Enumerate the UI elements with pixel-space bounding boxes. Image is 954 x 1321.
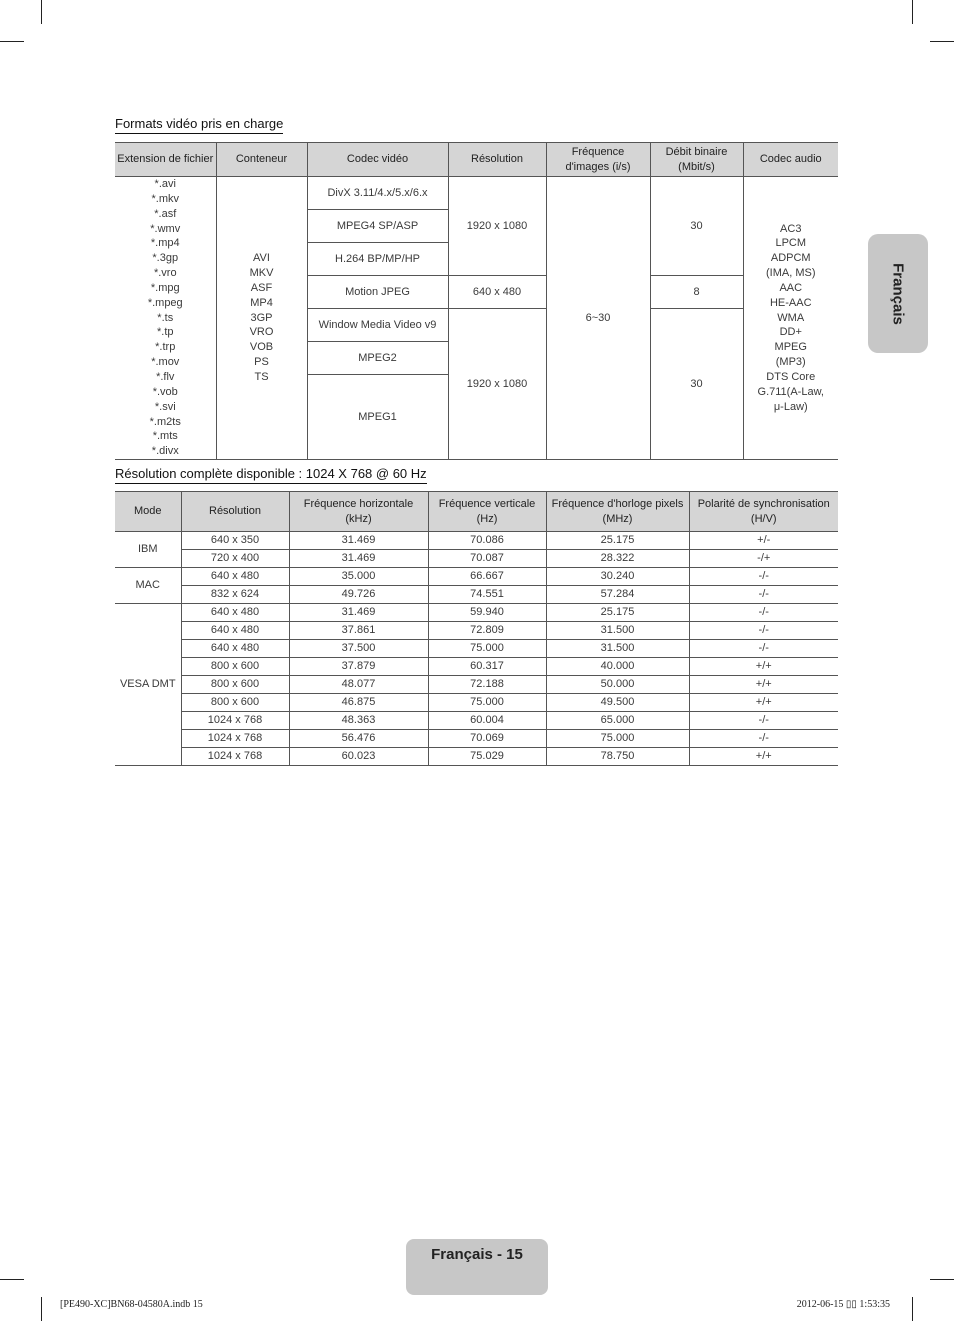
- page-number: Français - 15: [431, 1246, 523, 1263]
- list-item: *.mp4: [150, 237, 180, 250]
- value-cell: 40.000: [546, 658, 689, 676]
- value-cell: 75.000: [546, 730, 689, 748]
- list-item: AC3: [780, 222, 802, 235]
- list-item: *.divx: [151, 445, 179, 458]
- value-cell: 800 x 600: [181, 694, 289, 712]
- value-cell: 50.000: [546, 676, 689, 694]
- value-cell: 66.667: [428, 568, 546, 586]
- value-cell: 48.363: [289, 712, 428, 730]
- table-row: [115, 640, 838, 658]
- value-cell: 640 x 480: [181, 640, 289, 658]
- resolution-cell: 1920 x 1080: [448, 309, 546, 460]
- list-item: ADPCM: [770, 252, 811, 265]
- list-item: *.wmv: [150, 222, 181, 235]
- value-cell: 28.322: [546, 550, 689, 568]
- table-row: [115, 658, 838, 676]
- value-cell: +/+: [689, 694, 838, 712]
- value-cell: +/-: [689, 532, 838, 550]
- value-cell: +/+: [689, 676, 838, 694]
- list-item: (IMA, MS): [766, 267, 816, 280]
- value-cell: -/-: [689, 730, 838, 748]
- footer-file: [PE490-XC]BN68-04580A.indb 15: [60, 1299, 203, 1310]
- page-number-badge: [406, 1239, 548, 1295]
- table-row: [115, 676, 838, 694]
- list-item: AVI: [253, 252, 270, 265]
- list-item: TS: [254, 370, 269, 383]
- value-cell: 31.500: [546, 640, 689, 658]
- list-item: HE-AAC: [769, 296, 812, 309]
- list-item: LPCM: [775, 237, 807, 250]
- list-item: *.flv: [156, 370, 175, 383]
- codec-cell: MPEG1: [307, 375, 448, 460]
- table-row: [115, 730, 838, 748]
- value-cell: 31.469: [289, 550, 428, 568]
- value-cell: 25.175: [546, 604, 689, 622]
- header-cell: Fréquence verticale (Hz): [428, 492, 546, 532]
- value-cell: -/-: [689, 712, 838, 730]
- list-item: AAC: [779, 281, 803, 294]
- resolution-title: Résolution complète disponible : 1024 X 768 @ 60 Hz: [115, 466, 427, 484]
- header-cell: Débit binaire (Mbit/s): [650, 143, 743, 177]
- crop-mark: [912, 0, 913, 24]
- extensions-cell: [115, 177, 216, 460]
- containers-cell: [216, 177, 307, 460]
- list-item: *.trp: [155, 341, 176, 354]
- list-item: *.mpg: [150, 281, 180, 294]
- value-cell: -/-: [689, 604, 838, 622]
- bitrate-cell: 30: [650, 309, 743, 460]
- list-item: *.3gp: [152, 252, 179, 265]
- language-tab: [868, 234, 928, 353]
- value-cell: 78.750: [546, 748, 689, 766]
- value-cell: 800 x 600: [181, 658, 289, 676]
- list-item: *.asf: [154, 207, 177, 220]
- value-cell: 25.175: [546, 532, 689, 550]
- value-cell: 800 x 600: [181, 676, 289, 694]
- table-row: [115, 586, 838, 604]
- list-item: *.mts: [152, 430, 178, 443]
- value-cell: 60.004: [428, 712, 546, 730]
- list-item: MPEG: [774, 341, 807, 354]
- audio-codecs-cell: [743, 177, 838, 460]
- crop-mark: [912, 1297, 913, 1321]
- value-cell: 640 x 480: [181, 604, 289, 622]
- value-cell: -/-: [689, 622, 838, 640]
- value-cell: 30.240: [546, 568, 689, 586]
- mode-cell: VESA DMT: [115, 604, 181, 766]
- value-cell: 75.029: [428, 748, 546, 766]
- list-item: (MP3): [775, 356, 806, 369]
- list-item: *.tp: [156, 326, 174, 339]
- resolution-table: [115, 491, 838, 766]
- list-item: *.mov: [151, 356, 180, 369]
- value-cell: 72.809: [428, 622, 546, 640]
- list-item: *.mkv: [151, 192, 179, 205]
- crop-mark: [0, 1279, 24, 1280]
- list-item: VRO: [249, 326, 274, 339]
- language-tab-label: Français: [889, 262, 907, 325]
- header-cell: Polarité de synchronisation (H/V): [689, 492, 838, 532]
- header-cell: Extension de fichier: [115, 143, 216, 177]
- formats-table: [115, 142, 838, 460]
- table-row: [115, 568, 838, 586]
- value-cell: +/+: [689, 748, 838, 766]
- list-item: MP4: [250, 296, 273, 309]
- value-cell: 49.726: [289, 586, 428, 604]
- crop-mark: [41, 1297, 42, 1321]
- value-cell: 65.000: [546, 712, 689, 730]
- list-item: 3GP: [250, 311, 273, 324]
- value-cell: 31.469: [289, 532, 428, 550]
- value-cell: 70.087: [428, 550, 546, 568]
- value-cell: -/-: [689, 586, 838, 604]
- table-row: [115, 550, 838, 568]
- list-item: *.ts: [157, 311, 174, 324]
- value-cell: 1024 x 768: [181, 730, 289, 748]
- crop-mark: [930, 41, 954, 42]
- value-cell: 1024 x 768: [181, 712, 289, 730]
- table-row: [115, 622, 838, 640]
- codec-cell: Window Media Video v9: [307, 309, 448, 342]
- value-cell: 48.077: [289, 676, 428, 694]
- value-cell: +/+: [689, 658, 838, 676]
- value-cell: 59.940: [428, 604, 546, 622]
- crop-mark: [930, 1279, 954, 1280]
- value-cell: 56.476: [289, 730, 428, 748]
- value-cell: 37.861: [289, 622, 428, 640]
- value-cell: 57.284: [546, 586, 689, 604]
- crop-mark: [0, 41, 24, 42]
- header-cell: Résolution: [448, 143, 546, 177]
- header-cell: Codec audio: [743, 143, 838, 177]
- header-cell: Résolution: [181, 492, 289, 532]
- mode-cell: MAC: [115, 568, 181, 604]
- value-cell: 72.188: [428, 676, 546, 694]
- value-cell: 640 x 480: [181, 568, 289, 586]
- resolution-table-body: [115, 532, 838, 766]
- value-cell: 70.086: [428, 532, 546, 550]
- list-item: WMA: [777, 311, 805, 324]
- header-cell: Fréquence horizontale (kHz): [289, 492, 428, 532]
- header-cell: Fréquence d'horloge pixels (MHz): [546, 492, 689, 532]
- list-item: μ-Law): [773, 400, 808, 413]
- value-cell: 640 x 350: [181, 532, 289, 550]
- list-item: *.svi: [154, 400, 176, 413]
- value-cell: 37.500: [289, 640, 428, 658]
- list-item: *.m2ts: [149, 415, 181, 428]
- list-item: PS: [254, 356, 269, 369]
- value-cell: 832 x 624: [181, 586, 289, 604]
- table-row: [115, 604, 838, 622]
- codec-cell: Motion JPEG: [307, 276, 448, 309]
- value-cell: 31.500: [546, 622, 689, 640]
- codec-cell: MPEG4 SP/ASP: [307, 210, 448, 243]
- codec-cell: MPEG2: [307, 342, 448, 375]
- codec-cell: H.264 BP/MP/HP: [307, 243, 448, 276]
- value-cell: 70.069: [428, 730, 546, 748]
- list-item: ASF: [250, 281, 273, 294]
- header-cell: Codec vidéo: [307, 143, 448, 177]
- value-cell: 60.023: [289, 748, 428, 766]
- frame-rate-cell: 6~30: [546, 177, 650, 460]
- resolution-cell: 1920 x 1080: [448, 177, 546, 276]
- value-cell: 31.469: [289, 604, 428, 622]
- bitrate-cell: 8: [650, 276, 743, 309]
- header-cell: Fréquence d'images (i/s): [546, 143, 650, 177]
- header-cell: Conteneur: [216, 143, 307, 177]
- footer-timestamp: 2012-06-15 ▯▯ 1:53:35: [796, 1299, 890, 1310]
- list-item: *.mpeg: [147, 296, 183, 309]
- table-row: [115, 532, 838, 550]
- list-item: G.711(A-Law,: [757, 385, 824, 398]
- value-cell: 640 x 480: [181, 622, 289, 640]
- value-cell: 75.000: [428, 694, 546, 712]
- value-cell: -/+: [689, 550, 838, 568]
- bitrate-cell: 30: [650, 177, 743, 276]
- header-cell: Mode: [115, 492, 181, 532]
- list-item: *.vro: [153, 267, 177, 280]
- list-item: VOB: [249, 341, 274, 354]
- value-cell: 60.317: [428, 658, 546, 676]
- value-cell: 720 x 400: [181, 550, 289, 568]
- value-cell: -/-: [689, 640, 838, 658]
- list-item: *.avi: [154, 178, 176, 190]
- value-cell: 35.000: [289, 568, 428, 586]
- value-cell: 75.000: [428, 640, 546, 658]
- resolution-cell: 640 x 480: [448, 276, 546, 309]
- table-row: [115, 694, 838, 712]
- value-cell: 37.879: [289, 658, 428, 676]
- list-item: DTS Core: [766, 370, 816, 383]
- value-cell: -/-: [689, 568, 838, 586]
- list-item: DD+: [779, 326, 802, 339]
- list-item: *.vob: [152, 385, 178, 398]
- value-cell: 1024 x 768: [181, 748, 289, 766]
- list-item: MKV: [249, 267, 274, 280]
- table-row: [115, 712, 838, 730]
- value-cell: 74.551: [428, 586, 546, 604]
- crop-mark: [41, 0, 42, 24]
- codec-cell: DivX 3.11/4.x/5.x/6.x: [307, 177, 448, 210]
- value-cell: 46.875: [289, 694, 428, 712]
- table-row: [115, 748, 838, 766]
- mode-cell: IBM: [115, 532, 181, 568]
- formats-title: Formats vidéo pris en charge: [115, 116, 283, 134]
- value-cell: 49.500: [546, 694, 689, 712]
